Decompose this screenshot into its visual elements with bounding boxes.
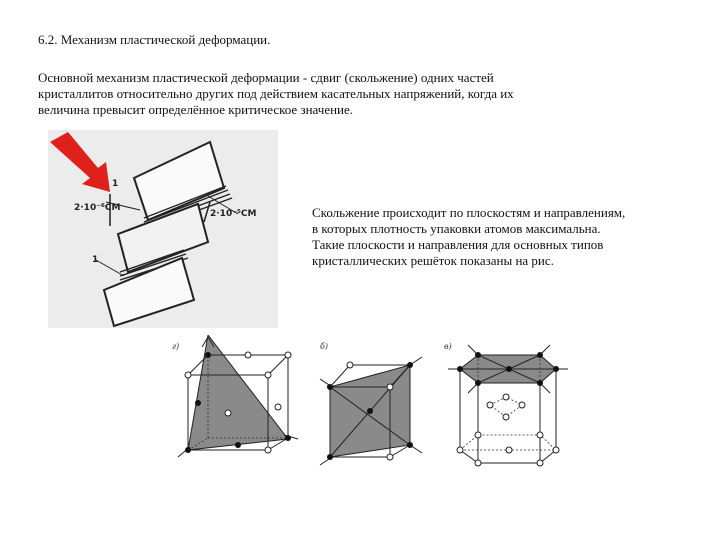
label-b: б) <box>320 342 329 351</box>
slip-line: Скольжение происходит по плоскостям и направлениям, <box>312 205 626 220</box>
lattice-diagrams <box>160 335 580 470</box>
slip-paragraph <box>312 205 707 269</box>
lattice-bcc <box>320 342 422 465</box>
dimension-label-right: 2·10⁻⁵СМ <box>210 209 257 219</box>
intro-paragraph <box>38 70 638 118</box>
slip-line: Такие плоскости и направления для основных типов <box>312 237 604 252</box>
red-arrow-icon <box>50 132 110 192</box>
lattice-figure <box>160 335 580 470</box>
lattice-fcc <box>172 335 298 457</box>
leader-line-bottom <box>96 260 124 276</box>
mark-label-top: 1 <box>112 179 119 189</box>
shear-diagram <box>48 130 278 328</box>
lattice-hcp <box>444 342 568 466</box>
slip-line: кристаллических решёток показаны на рис. <box>312 253 554 268</box>
intro-line: величина превысит определённое критическое значение. <box>38 102 354 117</box>
label-a: г) <box>172 342 180 351</box>
shear-figure <box>48 130 278 328</box>
intro-line: кристаллитов относительно других под действием касательных напряжений, когда их <box>38 86 514 101</box>
mark-label-bottom: 1 <box>92 255 99 265</box>
slip-plane-a <box>188 335 288 450</box>
dimension-label-left: 2·10⁻⁶СМ <box>74 203 121 213</box>
section-heading: 6.2. Механизм пластической деформации. <box>38 32 271 47</box>
slip-line: в которых плотность упаковки атомов максимальна. <box>312 221 601 236</box>
intro-line: Основной механизм пластической деформации - сдвиг (скольжение) одних частей <box>38 70 494 85</box>
lower-block <box>104 258 194 326</box>
label-c: в) <box>444 342 452 351</box>
